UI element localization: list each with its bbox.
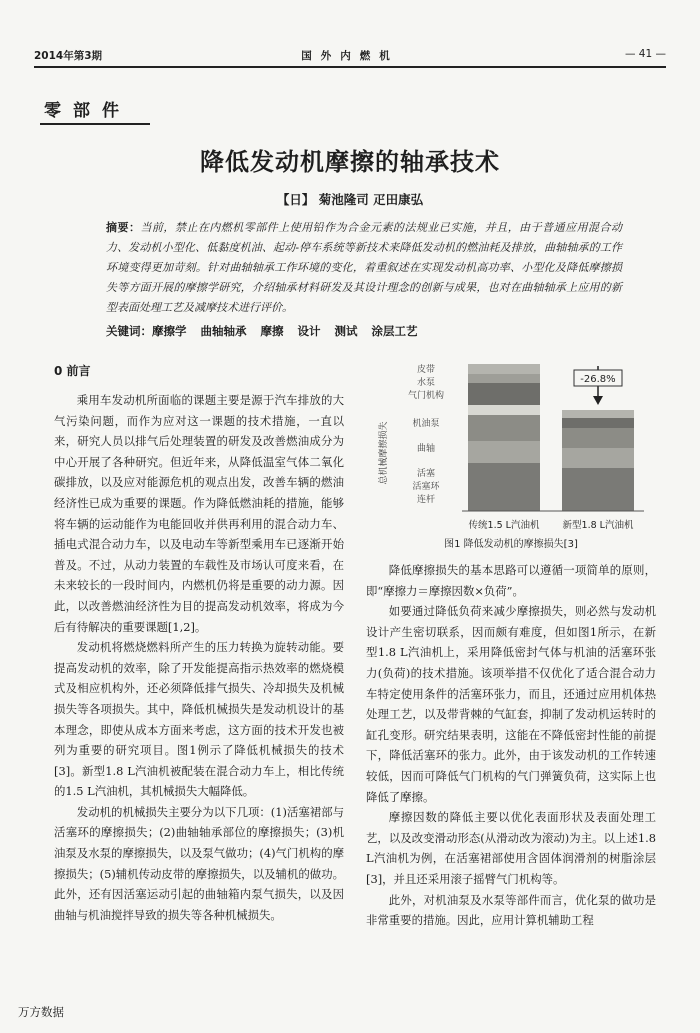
- paragraph: 发动机的机械损失主要分为以下几项：(1)活塞裙部与活塞环的摩擦损失；(2)曲轴轴承部位的摩擦损失；(3)机油泵及水泵的摩擦损失，以及泵气做功；(4)气门机构的摩擦损失；(5)辅机传动皮带的摩擦损失，以及辅机的做功。此外，还有因活塞运动引起的曲轴箱内泵气损失，以及因曲轴与机油搅拌导致的损失等各种机械损失。: [54, 804, 344, 922]
- segment-valvetrain: [468, 383, 540, 405]
- segment-crankshaft: [562, 448, 634, 468]
- article-title: 降低发动机摩擦的轴承技术: [200, 148, 500, 176]
- keyword: 曲轴轴承: [200, 324, 247, 338]
- legend-water-pump: 水泵: [416, 378, 436, 388]
- reduction-annotation: -26.8%: [580, 374, 616, 385]
- section-rule: [40, 123, 150, 125]
- paragraph: 乘用车发动机所面临的课题主要是源于汽车排放的大气污染问题，而作为应对这一课题的技术措施，一直以来，研究人员以排气后处理装置的研发及改善燃油成分为中心开展了各种研究。但近年来，从降低温室气体二氧化碳排放，以及应对能源危机的观点出发，改善车辆的燃油经济性已成为重要的课题。作为降低燃油耗的措施，能够将车辆的运动能作为电能回收并供再利用的混合动力车、插电式混合动力车，以及电动车等新型乘用车已逐渐开始普及。不过，从动力装置的车载性及市场认可度来看，在未来较长的一段时间内，内燃机仍将是重要的动力源。因此，以改善燃油经济性为目的提高发动机效率，将成为今后有待解决的重要课题[1,2]。: [54, 393, 344, 634]
- section-heading: 0 前言: [54, 364, 91, 378]
- issue-label: 2014年第3期: [34, 50, 103, 62]
- watermark-footer: 万方数据: [18, 1005, 64, 1019]
- paragraph: 发动机将燃烧燃料所产生的压力转换为旋转动能。要提高发动机的效率，除了开发能提高指示热效率的燃烧模式及相应机构外，还必须降低排气损失、冷却损失及机械损失等各项损失。其中，降低机械损失是发动机设计的基本理念，即使从成本方面来考虑，这方面的技术开发也被列为重要的研究项目。图1例示了降低机械损失的技术[3]。新型1.8 L汽油机被配装在混合动力车上，相比传统的1.5 L汽油机，其机械损失大幅降低。: [54, 640, 344, 799]
- segment-oil-pump: [562, 428, 634, 448]
- bar-new: [562, 410, 634, 511]
- paragraph: 如要通过降低负荷来减少摩擦损失，则必然与发动机设计产生密切联系，因而颇有难度，但如图1所示，在新型1.8 L汽油机上，采用降低密封气体与机油的活塞环张力(负荷)的技术措施。该项举措不仅优化了适合混合动力车特定使用条件的活塞环张力，而且，还通过应用机体热处理工艺，以及带背棘的气缸套，抑制了发动机运转时的缸孔变形。研究结果表明，这能在不降低密封性能的前提下，降低活塞环的张力。此外，由于该发动机的工作转速较低，因而可降低气门机构的气门弹簧负荷，这实际上也降低了摩擦。: [366, 604, 656, 804]
- segment-piston-group: [468, 463, 540, 511]
- legend-piston: 活塞: [416, 469, 436, 479]
- paragraph: 此外，对机油泵及水泵等部件而言，优化泵的做功是非常重要的措施。因此，应用计算机辅助工程: [366, 892, 656, 928]
- journal-title: 国外内燃机: [301, 50, 399, 62]
- keywords: [106, 323, 626, 339]
- header-rule: [34, 66, 666, 68]
- legend-oil-pump: 机油泵: [412, 419, 440, 429]
- segment-belt: [562, 410, 634, 418]
- bar-label-new: 新型1.8 L汽油机: [562, 520, 634, 531]
- section-tag: 零部件: [44, 101, 131, 121]
- figure-caption: 图1 降低发动机的摩擦损失[3]: [444, 539, 578, 550]
- keyword: 设计: [297, 324, 321, 338]
- segment-oil-pump: [468, 415, 540, 441]
- bar-conventional: [468, 364, 540, 511]
- segment-crankshaft: [468, 441, 540, 463]
- left-column: [54, 390, 344, 925]
- abstract-label: 摘要：: [106, 221, 141, 234]
- page-header: [34, 48, 666, 64]
- segment-piston-group: [562, 468, 634, 511]
- right-column: [366, 560, 656, 931]
- authors: 【日】 菊池隆司 疋田康弘: [276, 192, 424, 207]
- keywords-label: 关键词：: [106, 324, 152, 338]
- paragraph: 降低摩擦损失的基本思路可以遵循一项简单的原则，即“摩擦力＝摩擦因数×负荷”。: [366, 563, 656, 598]
- figure-1-graphic: [372, 358, 654, 540]
- abstract: [106, 218, 622, 318]
- figure-1: [372, 358, 654, 540]
- legend-belt: 皮带: [416, 365, 436, 375]
- bar-label-conventional: 传统1.5 L汽油机: [468, 520, 540, 531]
- legend-conrod: 连杆: [416, 495, 436, 505]
- segment-gap: [468, 405, 540, 415]
- page-number: — 41 —: [624, 48, 666, 60]
- keyword: 摩擦: [260, 324, 284, 338]
- legend-piston-ring: 活塞环: [412, 482, 440, 492]
- keyword: 涂层工艺: [371, 324, 418, 338]
- segment-valvetrain: [562, 418, 634, 428]
- paragraph: 摩擦因数的降低主要以优化表面形状及表面处理工艺，以及改变滑动形态(从滑动改为滚动)为主。以上述1.8 L汽油机为例，在活塞裙部使用含固体润滑剂的树脂涂层[3]，并且还采用滚子摇臂气门机构等。: [366, 810, 656, 886]
- keyword: 测试: [334, 324, 358, 338]
- legend-crankshaft: 曲轴: [416, 444, 436, 454]
- segment-water-pump: [468, 374, 540, 383]
- legend-valvetrain: 气门机构: [407, 391, 445, 401]
- segment-belt: [468, 364, 540, 374]
- abstract-text: 当前，禁止在内燃机零部件上使用铅作为合金元素的法规业已实施，并且，由于普通应用混合动力、发动机小型化、低黏度机油、起动-停车系统等新技术来降低发动机的燃油耗及排放，曲轴轴承的工作环境变得更加苛刻。针对曲轴轴承工作环境的变化，着重叙述在实现发动机高功率、小型化及降低摩擦损失等方面开展的摩擦学研究，介绍轴承材料研发及其设计理念的创新与成果，也对在曲轴轴承上应用的新型表面处理工艺及减摩技术进行评价。: [106, 221, 623, 314]
- keyword: 摩擦学: [152, 324, 187, 338]
- y-axis-label: 总机械摩擦损失: [379, 421, 389, 485]
